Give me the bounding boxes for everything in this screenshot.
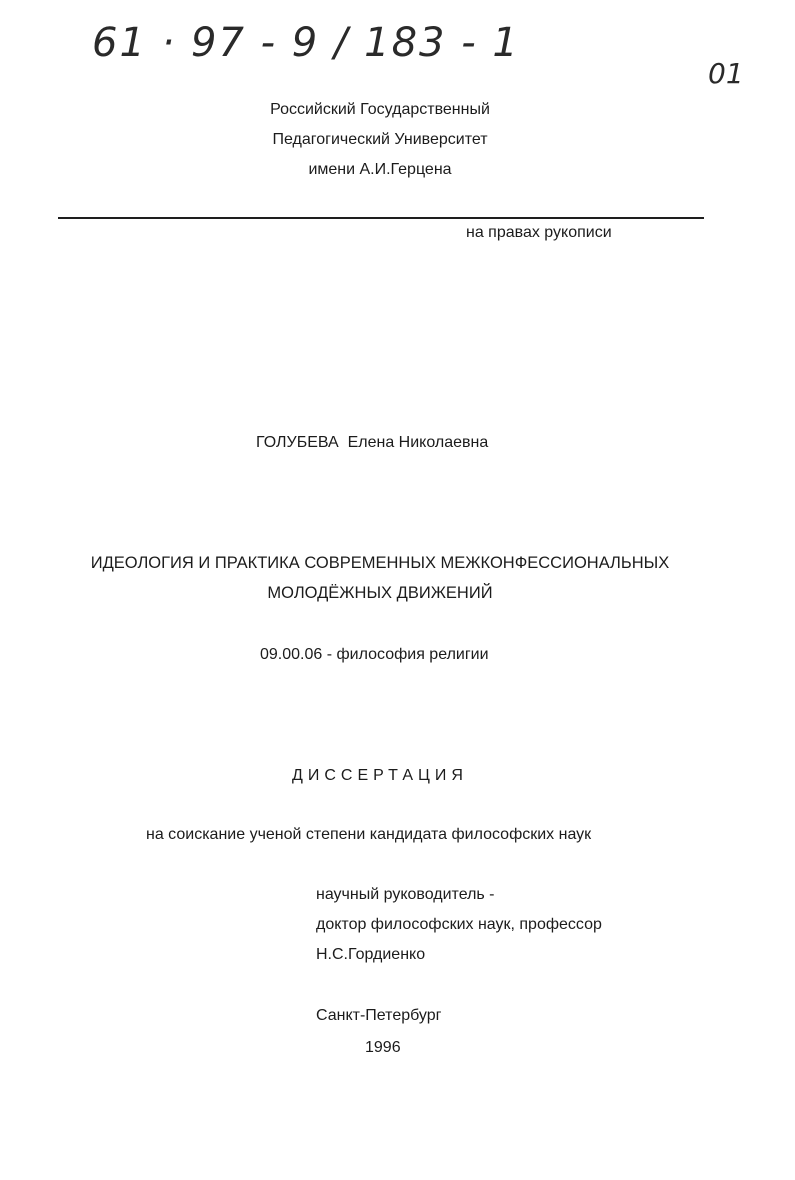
handwritten-mark: 01	[708, 57, 744, 90]
header-divider	[58, 217, 704, 219]
institution-line-3: имени А.И.Герцена	[308, 161, 452, 178]
author-name	[256, 433, 488, 453]
city: Санкт-Петербург	[316, 1007, 442, 1024]
institution-line-1: Российский Государственный	[270, 101, 490, 118]
supervisor-title: доктор философских наук, профессор	[316, 916, 602, 933]
author-surname: ГОЛУБЕВА	[256, 434, 339, 451]
handwritten-archive-code: 61 · 97 - 9 / 183 - 1	[92, 20, 520, 66]
year: 1996	[365, 1039, 401, 1056]
supervisor-name: Н.С.Гордиенко	[316, 946, 426, 963]
author-given-names: Елена Николаевна	[347, 434, 489, 451]
manuscript-note: на правах рукописи	[466, 224, 612, 241]
title-line-1: ИДЕОЛОГИЯ И ПРАКТИКА СОВРЕМЕННЫХ МЕЖКОНФЕССИОНАЛЬНЫХ	[90, 554, 670, 572]
institution-line-2: Педагогический Университет	[272, 131, 488, 148]
document-type: ДИССЕРТАЦИЯ	[292, 767, 468, 784]
specialty-code: 09.00.06 - философия религии	[260, 646, 489, 663]
title-line-2: МОЛОДЁЖНЫХ ДВИЖЕНИЙ	[267, 584, 493, 602]
degree-statement: на соискание ученой степени кандидата философских наук	[146, 826, 592, 843]
supervisor-label: научный руководитель -	[316, 886, 495, 903]
